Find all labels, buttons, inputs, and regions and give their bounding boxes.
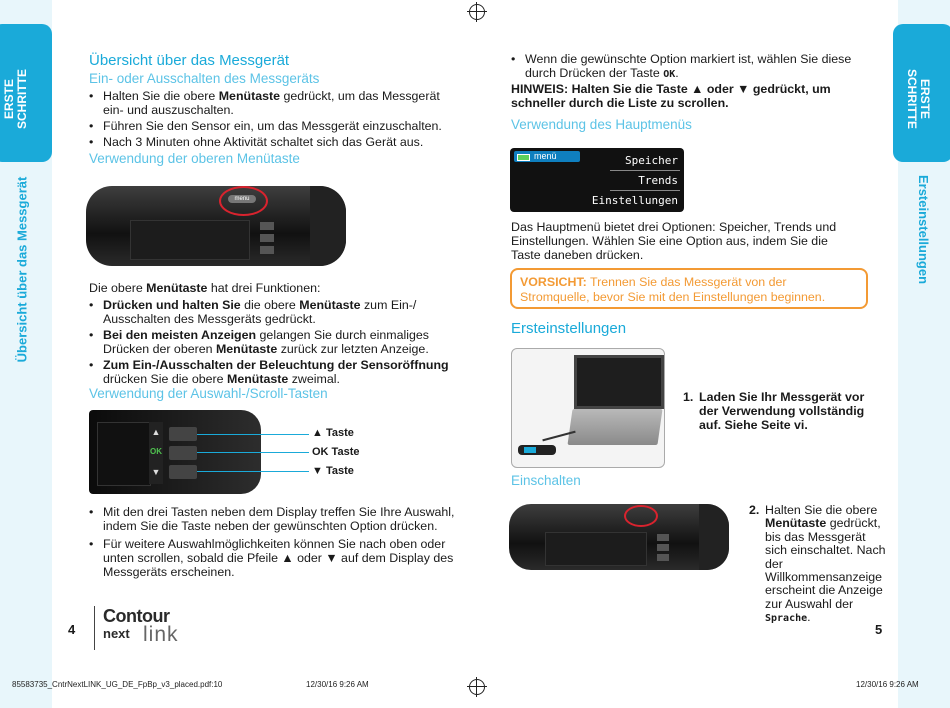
list-item: • Für weitere Auswahlmöglichkeiten können Sie nach oben oder unten scrollen, sobald die Pfeile ▲ oder ▼ auf dem Display des Messgeräts erscheinen.: [89, 537, 459, 579]
ok-glyph: OK: [150, 447, 162, 456]
list-item: • Führen Sie den Sensor ein, um das Messgerät einzuschalten.: [89, 119, 459, 133]
label-up-key: ▲ Taste: [312, 427, 354, 439]
meter-end-cap: [310, 186, 346, 266]
list-item: • Wenn die gewünschte Option markiert ist, wählen Sie diese durch Drücken der Taste OK.: [511, 52, 861, 82]
menu-button-highlight: [219, 186, 268, 216]
brand-logo: Contour next link: [94, 606, 191, 650]
hint-note: HINWEIS: Halten Sie die Taste ▲ oder ▼ gedrückt, um schneller durch die Liste zu scrollen.: [511, 82, 831, 110]
right-vertical-section-title: Ersteinstellungen: [916, 174, 932, 285]
charging-laptop-image: [511, 348, 665, 468]
label-down-key: ▼ Taste: [312, 465, 354, 477]
device-screen: [97, 422, 151, 486]
left-tab-label: ERSTE SCHRITTE: [2, 69, 29, 129]
meter-buttons: [260, 222, 274, 260]
laptop-keyboard: [567, 409, 662, 445]
label-ok-key: OK Taste: [312, 446, 360, 458]
step-1: 1. Laden Sie Ihr Messgerät vor der Verwendung vollständig auf. Siehe Seite vi.: [683, 390, 865, 432]
down-arrow-icon: ▼: [151, 467, 161, 477]
menu-button-intro: Die obere Menütaste hat drei Funktionen:: [89, 281, 321, 295]
caution-box: [510, 268, 868, 309]
up-arrow-icon: ▲: [151, 427, 161, 437]
meter-display: [130, 220, 250, 260]
laptop-screen: [574, 355, 664, 409]
section-main-menu: Verwendung des Hauptmenüs: [511, 117, 692, 132]
step-2: 2. Halten Sie die obere Menütaste gedrückt, bis das Messgerät sich einschaltet. Nach der Willkommensanzeige erscheint die Anzeige zur Auswahl der Sprache.: [749, 503, 886, 625]
scroll-keys-list: [89, 505, 459, 581]
list-item: • Halten Sie die obere Menütaste gedrückt, um das Messgerät ein- und auszuschalten.: [89, 89, 459, 117]
meter-buttons: [657, 534, 669, 566]
key-down: [169, 465, 197, 479]
menu-item-settings: Einstellungen: [591, 194, 678, 207]
meter-device-image: [86, 186, 346, 266]
setup-title: Ersteinstellungen: [511, 320, 627, 337]
callout-line-ok: [197, 452, 309, 453]
registration-mark-top: [469, 4, 485, 20]
on-off-list: [89, 89, 459, 151]
right-tab-label: ERSTE SCHRITTE: [905, 69, 932, 129]
footer-filename: 85583735_CntrNextLINK_UG_DE_FpBp_v3_placed.pdf:10: [12, 680, 223, 689]
menu-button-highlight: [624, 505, 658, 527]
section-top-menu-button: Verwendung der oberen Menütaste: [89, 151, 300, 166]
menu-item-memory: Speicher: [625, 154, 678, 167]
left-page-title: Übersicht über das Messgerät: [89, 52, 290, 69]
section-on-off: Ein- oder Ausschalten des Messgeräts: [89, 71, 320, 86]
arrow-column: [149, 422, 163, 484]
list-item: • Drücken und halten Sie die obere Menütaste zum Ein-/ Ausschalten des Messgeräts gedrückt.: [89, 298, 454, 326]
main-menu-description: Das Hauptmenü bietet drei Optionen: Speicher, Trends und Einstellungen. Wählen Sie eine Option aus, indem Sie die Taste daneben drücken.: [511, 220, 837, 262]
menu-divider: [610, 170, 680, 171]
small-meter: [518, 445, 556, 455]
list-item: • Bei den meisten Anzeigen gelangen Sie durch einmaliges Drücken der oberen Menütaste zurück zur letzten Anzeige.: [89, 328, 454, 356]
battery-icon: [517, 154, 530, 161]
option-select-list: [511, 52, 861, 84]
menu-header: menü: [514, 151, 580, 162]
menu-button-functions: [89, 298, 454, 388]
list-item: • Zum Ein-/Ausschalten der Beleuchtung der Sensoröffnung drücken Sie die obere Menütaste zweimal.: [89, 358, 454, 386]
menu-item-trends: Trends: [638, 174, 678, 187]
main-menu-screen: [510, 148, 684, 212]
footer-date-left: 12/30/16 9:26 AM: [306, 680, 369, 689]
registration-mark-bottom: [469, 679, 485, 695]
callout-line-down: [197, 471, 309, 472]
meter-power-on-image: [509, 504, 729, 570]
left-vertical-section-title: Übersicht über das Messgerät: [14, 176, 30, 363]
menu-divider: [610, 190, 680, 191]
left-page-number: 4: [68, 622, 76, 637]
caution-label: VORSICHT:: [520, 275, 587, 289]
caution-text: Trennen Sie das Messgerät von der Stromquelle, bevor Sie mit den Einstellungen beginnen.: [520, 275, 826, 304]
key-ok: [169, 446, 197, 460]
footer-date-right: 12/30/16 9:26 AM: [856, 680, 919, 689]
section-scroll-keys: Verwendung der Auswahl-/Scroll-Tasten: [89, 386, 328, 401]
callout-line-up: [197, 434, 309, 435]
section-power-on: Einschalten: [511, 473, 581, 488]
right-page-number: 5: [875, 622, 883, 637]
list-item: • Mit den drei Tasten neben dem Display treffen Sie Ihre Auswahl, indem Sie die Taste neben der gewünschten Option drücken.: [89, 505, 459, 533]
menu-button: menu: [228, 195, 256, 203]
key-up: [169, 427, 197, 441]
list-item: • Nach 3 Minuten ohne Aktivität schaltet sich das Gerät aus.: [89, 135, 459, 149]
meter-display: [545, 532, 647, 566]
meter-end-cap: [699, 504, 729, 570]
